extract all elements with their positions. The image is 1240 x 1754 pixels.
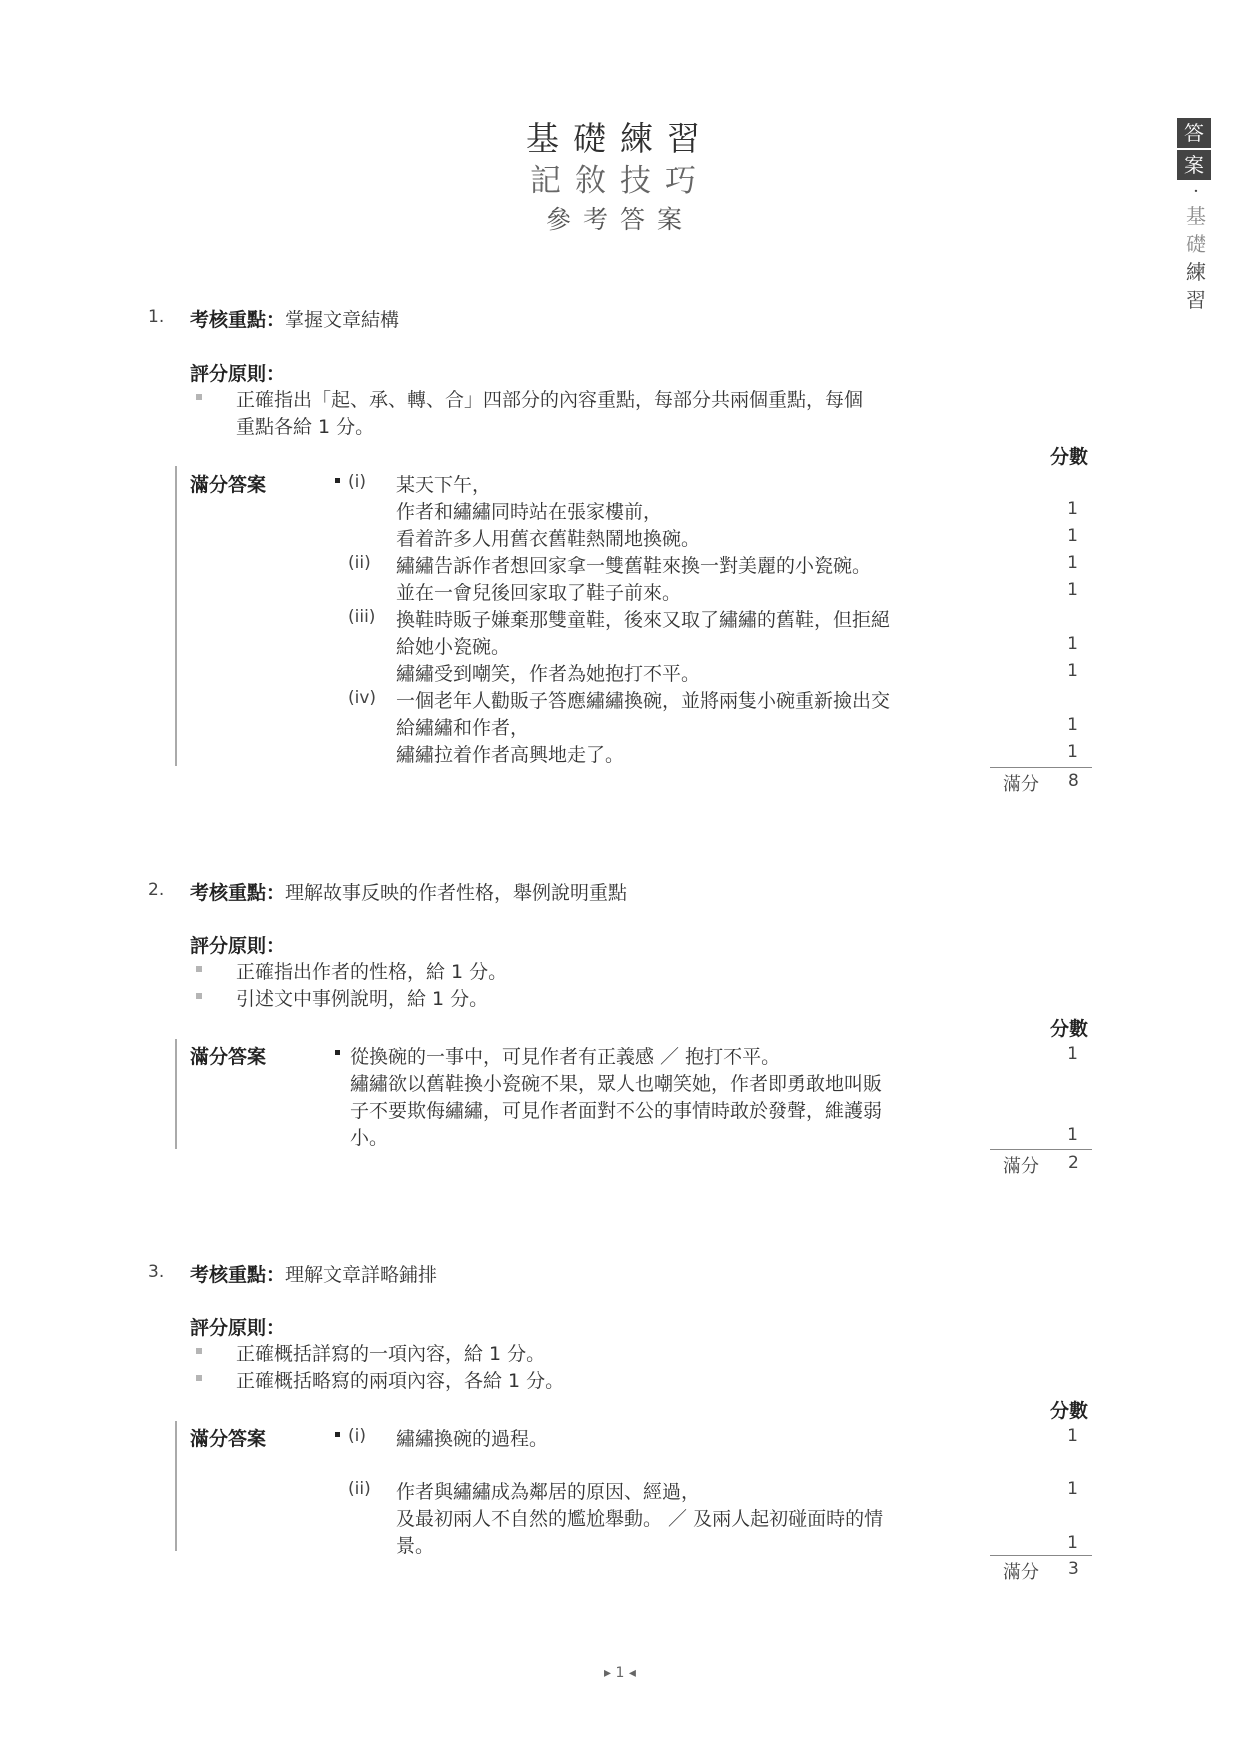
q1-answer-bar — [175, 466, 177, 766]
q3-principle-bullet-1 — [196, 1348, 202, 1354]
q3-number: 3. — [148, 1262, 165, 1282]
q1-principle-line-2: 重點各給 1 分。 — [236, 416, 375, 438]
q2-answer-line-1: 從換碗的一事中，可見作者有正義感 ／ 抱打不平。 — [350, 1046, 781, 1068]
q1-answer-line-1: 某天下午， — [396, 474, 492, 496]
q3-answer-line-4: 景。 — [396, 1535, 435, 1557]
q1-score-2: 1 — [1067, 526, 1078, 546]
title-line-1: 基礎練習 — [526, 119, 714, 158]
q2-focus-label: 考核重點： — [190, 882, 286, 904]
title-line-3: 參考答案 — [545, 205, 694, 234]
q1-roman-4: (iv) — [348, 688, 377, 708]
q1-answer-line-2: 作者和繡繡同時站在張家樓前， — [396, 501, 663, 523]
q1-roman-2: (ii) — [348, 553, 371, 573]
page-number — [590, 1665, 650, 1681]
q3-score-1: 1 — [1067, 1426, 1078, 1446]
q2-score-1: 1 — [1067, 1044, 1078, 1064]
q3-score-2: 1 — [1067, 1479, 1078, 1499]
side-tab — [1177, 118, 1215, 314]
q3-roman-2: (ii) — [348, 1479, 371, 1499]
q1-score-5: 1 — [1067, 634, 1078, 654]
title-line-2: 記敘技巧 — [530, 163, 710, 199]
page-number-text: 1 — [615, 1665, 625, 1681]
q1-answer-line-4: 繡繡告訴作者想回家拿一雙舊鞋來換一對美麗的小瓷碗。 — [396, 555, 872, 577]
q1-score-1: 1 — [1067, 499, 1078, 519]
q1-answer-line-10: 給繡繡和作者， — [396, 717, 530, 739]
q1-principle-label: 評分原則： — [190, 363, 286, 385]
side-tab-char-4: 習 — [1186, 288, 1206, 312]
q2-answer-line-4: 小。 — [350, 1127, 389, 1149]
q2-score-header: 分數 — [1050, 1018, 1089, 1040]
side-tab-char-2: 礎 — [1186, 232, 1206, 256]
q1-answer-line-5: 並在一會兒後回家取了鞋子前來。 — [396, 582, 682, 604]
q1-score-7: 1 — [1067, 715, 1078, 735]
q1-answer-line-6: 換鞋時販子嫌棄那雙童鞋，後來又取了繡繡的舊鞋，但拒絕 — [396, 609, 891, 631]
q1-answer-line-9: 一個老年人勸販子答應繡繡換碗，並將兩隻小碗重新撿出交 — [396, 690, 891, 712]
q3-score-header: 分數 — [1050, 1400, 1089, 1422]
q3-principle-bullet-2 — [196, 1375, 202, 1381]
q1-score-header: 分數 — [1050, 446, 1089, 468]
q1-answer-bullet — [335, 478, 340, 483]
q2-answer-bar — [175, 1039, 177, 1149]
q1-number: 1. — [148, 307, 165, 327]
q3-answer-line-2: 作者與繡繡成為鄰居的原因、經過， — [396, 1481, 701, 1503]
q3-focus — [190, 1260, 437, 1287]
side-tab-box-1: 答 — [1177, 118, 1211, 148]
q3-answer-line-3: 及最初兩人不自然的尷尬舉動。 ／ 及兩人起初碰面時的情 — [396, 1508, 884, 1530]
q2-principle-line-1: 正確指出作者的性格，給 1 分。 — [236, 961, 508, 983]
q3-score-3: 1 — [1067, 1533, 1078, 1553]
q2-answer-line-3: 子不要欺侮繡繡，可見作者面對不公的事情時敢於發聲，維護弱 — [350, 1100, 883, 1122]
q3-focus-text: 理解文章詳略鋪排 — [285, 1264, 438, 1286]
page-title — [460, 118, 780, 238]
q3-principle-line-1: 正確概括詳寫的一項內容，給 1 分。 — [236, 1343, 546, 1365]
q1-total-rule — [990, 767, 1092, 768]
q1-roman-1: (i) — [348, 472, 366, 492]
q3-answer-line-1: 繡繡換碗的過程。 — [396, 1428, 549, 1450]
q2-total-rule — [990, 1149, 1092, 1150]
q1-answer-line-8: 繡繡受到嘲笑，作者為她抱打不平。 — [396, 663, 701, 685]
q1-answer-line-7: 給她小瓷碗。 — [396, 636, 511, 658]
q2-principle-bullet-1 — [196, 966, 202, 972]
q3-full-marks: 3 — [1068, 1559, 1079, 1579]
q1-full-label: 滿分 — [1003, 774, 1039, 795]
q1-score-3: 1 — [1067, 553, 1078, 573]
q1-score-6: 1 — [1067, 661, 1078, 681]
q1-principle-bullet — [196, 394, 202, 400]
q2-principle-bullet-2 — [196, 993, 202, 999]
q1-score-8: 1 — [1067, 742, 1078, 762]
q2-focus-text: 理解故事反映的作者性格，舉例說明重點 — [285, 882, 628, 904]
q1-score-4: 1 — [1067, 580, 1078, 600]
q1-answer-line-3: 看着許多人用舊衣舊鞋熱鬧地換碗。 — [396, 528, 701, 550]
q1-focus — [190, 305, 399, 332]
q3-answer-bar — [175, 1421, 177, 1551]
q2-model-answer-label: 滿分答案 — [190, 1046, 267, 1068]
q3-principle-label: 評分原則： — [190, 1317, 286, 1339]
side-tab-dot: · — [1193, 181, 1199, 202]
q1-focus-label: 考核重點： — [190, 309, 286, 331]
q2-principle-line-2: 引述文中事例說明，給 1 分。 — [236, 988, 489, 1010]
side-tab-box-2: 案 — [1177, 150, 1211, 180]
q2-full-label: 滿分 — [1003, 1156, 1039, 1177]
q1-principle-line-1: 正確指出「起、承、轉、合」四部分的內容重點，每部分共兩個重點，每個 — [236, 389, 864, 411]
q3-focus-label: 考核重點： — [190, 1264, 286, 1286]
q3-total-rule — [990, 1555, 1092, 1556]
q3-full-label: 滿分 — [1003, 1562, 1039, 1583]
q3-model-answer-label: 滿分答案 — [190, 1428, 267, 1450]
q2-number: 2. — [148, 880, 165, 900]
q2-answer-bullet — [335, 1050, 340, 1055]
q3-roman-1: (i) — [348, 1426, 366, 1446]
page-arrow-right-icon: ▸ — [604, 1665, 612, 1681]
side-tab-char-1: 基 — [1186, 204, 1206, 228]
side-tab-char-3: 練 — [1186, 260, 1206, 284]
q1-model-answer-label: 滿分答案 — [190, 474, 267, 496]
q3-principle-line-2: 正確概括略寫的兩項內容，各給 1 分。 — [236, 1370, 565, 1392]
q1-answer-line-11: 繡繡拉着作者高興地走了。 — [396, 744, 625, 766]
page-arrow-left-icon: ◂ — [628, 1665, 636, 1681]
q1-roman-3: (iii) — [348, 607, 376, 627]
q2-full-marks: 2 — [1068, 1153, 1079, 1173]
q2-focus — [190, 878, 627, 905]
q1-focus-text: 掌握文章結構 — [285, 309, 400, 331]
q2-score-2: 1 — [1067, 1125, 1078, 1145]
q3-answer-bullet — [335, 1432, 340, 1437]
q2-principle-label: 評分原則： — [190, 935, 286, 957]
q2-answer-line-2: 繡繡欲以舊鞋換小瓷碗不果，眾人也嘲笑她，作者即勇敢地叫販 — [350, 1073, 883, 1095]
q1-full-marks: 8 — [1068, 771, 1079, 791]
